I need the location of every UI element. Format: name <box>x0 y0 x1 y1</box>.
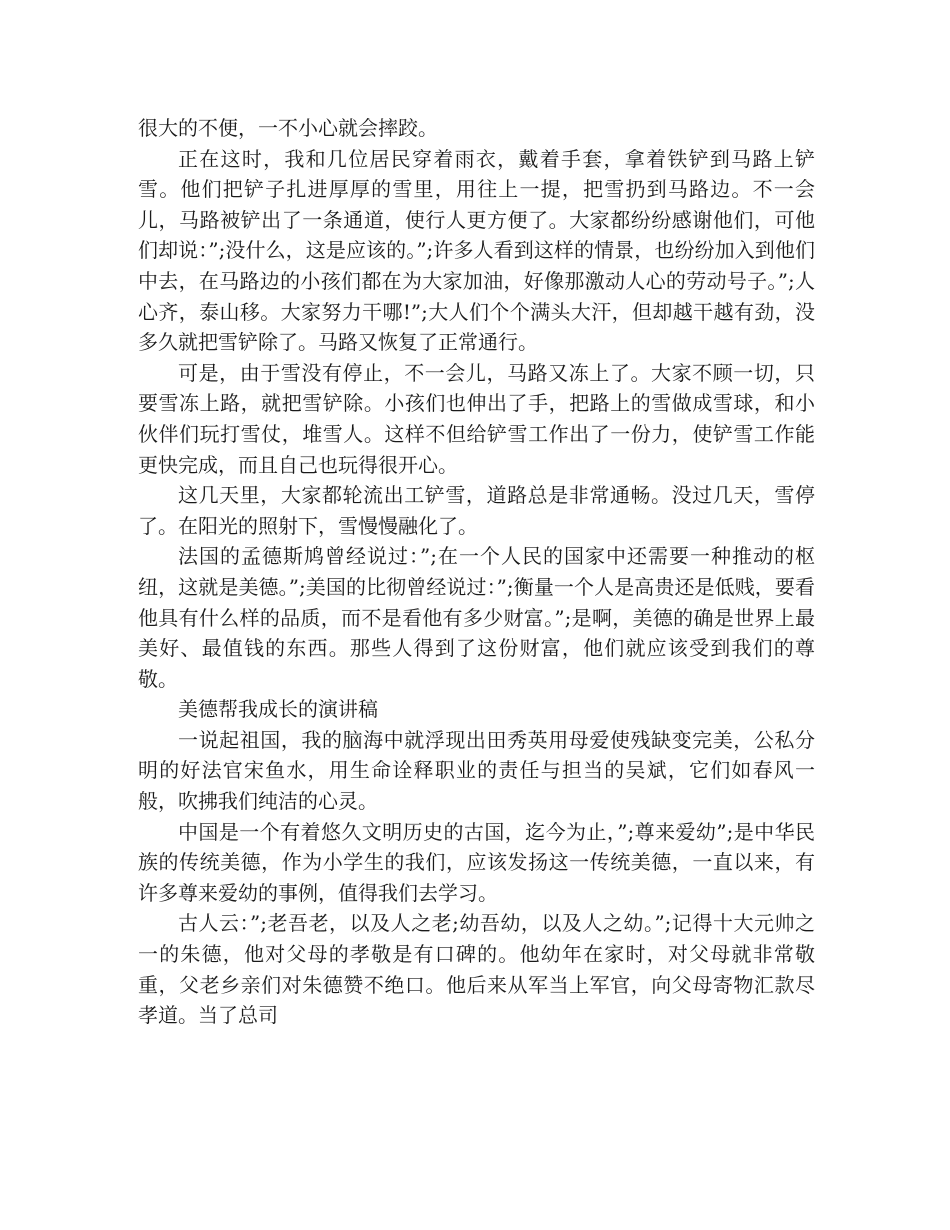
paragraph-zhu-de: 古人云：”;老吾老，以及人之老;幼吾幼，以及人之幼。”;记得十大元帅之一的朱德，他对父母的孝敬是有口碑的。他幼年在家时，对父母就非常敬重，父老乡亲们对朱德赞不绝口。他后来从军当上军官，向父母寄物汇款尽孝道。当了总司 <box>138 911 815 1028</box>
paragraph-motherland: 一说起祖国，我的脑海中就浮现出田秀英用母爱使残缺变完美，公私分明的好法官宋鱼水，用生命诠释职业的责任与担当的吴斌，它们如春风一般，吹拂我们纯洁的心灵。 <box>138 727 815 814</box>
document-body <box>138 113 815 1031</box>
paragraph-quotes-virtue: 法国的孟德斯鸠曾经说过：”;在一个人民的国家中还需要一种推动的枢纽，这就是美德。”;美国的比彻曾经说过：”;衡量一个人是高贵还是低贱，要看他具有什么样的品质，而不是看他有多少财富。”;是啊，美德的确是世界上最美好、最值钱的东西。那些人得到了这份财富，他们就应该受到我们的尊敬。 <box>138 544 815 691</box>
paragraph-snow-melted: 这几天里，大家都轮流出工铲雪，道路总是非常通畅。没过几天，雪停了。在阳光的照射下，雪慢慢融化了。 <box>138 483 815 538</box>
section-heading: 美德帮我成长的演讲稿 <box>178 697 378 722</box>
paragraph-continuation: 很大的不便，一不小心就会摔跤。 <box>138 116 438 140</box>
paragraph-respect-elders: 中国是一个有着悠久文明历史的古国，迄今为止，”;尊来爱幼”;是中华民族的传统美德，作为小学生的我们，应该发扬这一传统美德，一直以来，有许多尊来爱幼的事例，值得我们去学习。 <box>138 819 815 905</box>
paragraph-road-frozen: 可是，由于雪没有停止，不一会儿，马路又冻上了。大家不顾一切，只要雪冻上路，就把雪铲除。小孩们也伸出了手，把路上的雪做成雪球，和小伙伴们玩打雪仗，堆雪人。这样不但给铲雪工作出了一份力，使铲雪工作能更快完成，而且自己也玩得很开心。 <box>138 360 815 477</box>
paragraph-shoveling-snow: 正在这时，我和几位居民穿着雨衣，戴着手套，拿着铁铲到马路上铲雪。他们把铲子扎进厚厚的雪里，用往上一提，把雪扔到马路边。不一会儿，马路被铲出了一条通道，使行人更方便了。大家都纷纷感谢他们，可他们却说：”;没什么，这是应该的。”;许多人看到这样的情景，也纷纷加入到他们中去，在马路边的小孩们都在为大家加油，好像那激动人心的劳动号子。”;人心齐，泰山移。大家努力干哪!”;大人们个个满头大汗，但却越干越有劲，没多久就把雪铲除了。马路又恢复了正常通行。 <box>138 146 815 355</box>
